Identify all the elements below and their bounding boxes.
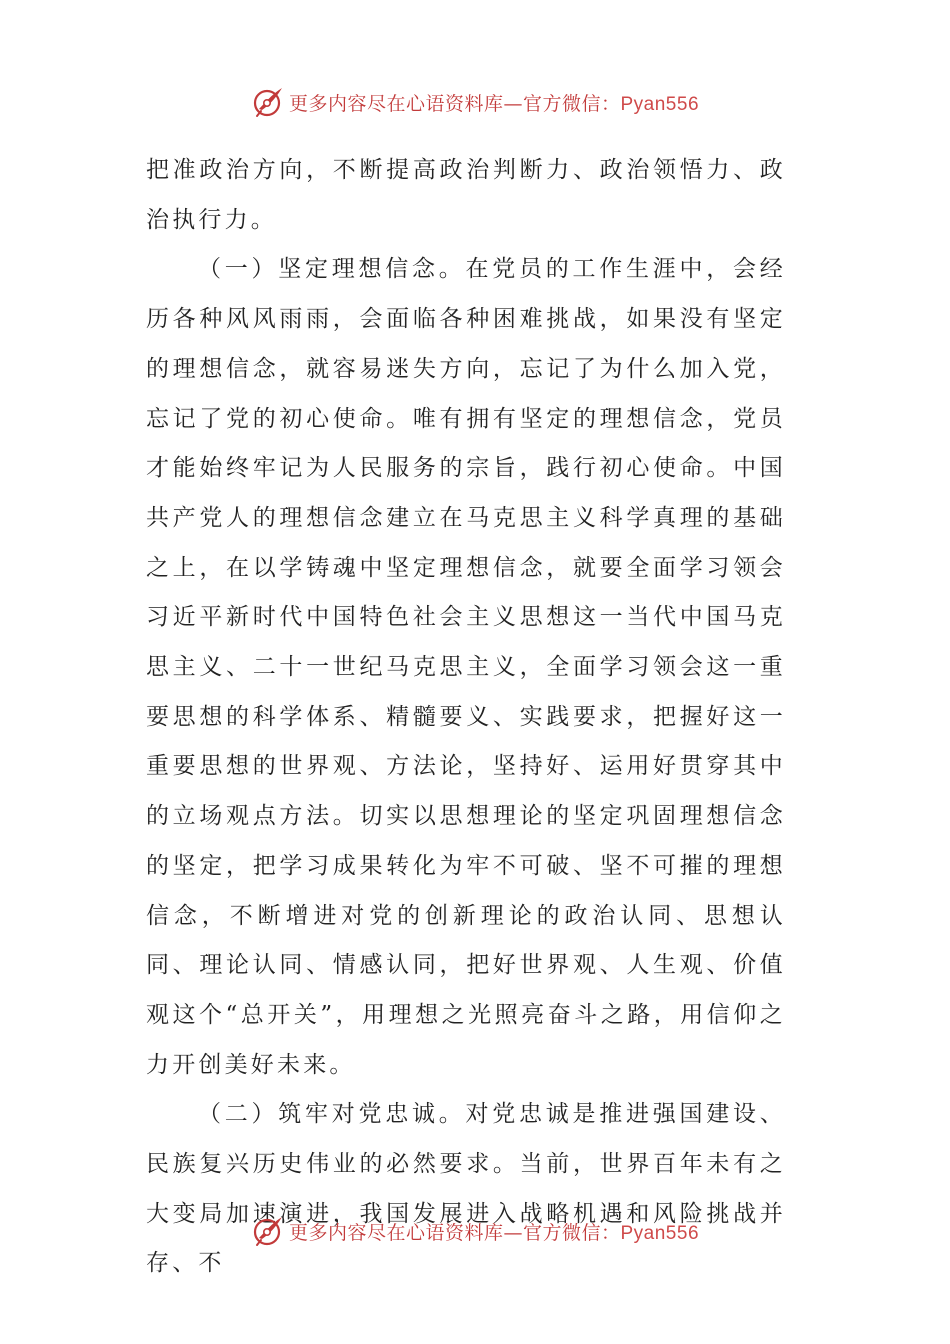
paragraph-ideals-and-beliefs: （一）坚定理想信念。在党员的工作生涯中，会经历各种风风雨雨，会面临各种困难挑战，如果没有坚定的理想信念，就容易迷失方向，忘记了为什么加入党，忘记了党的初心使命。唯有拥有坚定的理想信念，党员才能始终牢记为人民服务的宗旨，践行初心使命。中国共产党人的理想信念建立在马克思主义科学真理的基础之上，在以学铸魂中坚定理想信念，就要全面学习领会习近平新时代中国特色社会主义思想这一当代中国马克思主义、二十一世纪马克思主义，全面学习领会这一重要思想的科学体系、精髓要义、实践要求，把握好这一重要思想的世界观、方法论，坚持好、运用好贯穿其中的立场观点方法。切实以思想理论的坚定巩固理想信念的坚定，把学习成果转化为牢不可破、坚不可摧的理想信念，不断增进对党的创新理论的政治认同、思想认同、理论认同、情感认同，把好世界观、人生观、价值观这个“总开关”，用理想之光照亮奋斗之路，用信仰之力开创美好未来。 xyxy=(146,256,786,1078)
quill-pen-logo-icon xyxy=(251,1214,285,1248)
watermark-text xyxy=(289,89,699,116)
watermark-main-text: 更多内容尽在心语资料库—官方微信： xyxy=(288,1221,621,1244)
header-watermark-banner xyxy=(0,82,950,122)
paragraph-continuation: 把准政治方向，不断提高政治判断力、政治领悟力、政治执行力。 xyxy=(146,157,786,233)
watermark-handle: Pyan556 xyxy=(620,1222,700,1244)
quill-pen-logo-icon xyxy=(251,85,285,119)
watermark-handle: Pyan556 xyxy=(620,93,700,115)
document-body xyxy=(146,146,786,1289)
watermark-main-text: 更多内容尽在心语资料库—官方微信： xyxy=(288,92,621,115)
footer-watermark-banner xyxy=(0,1211,950,1251)
watermark-text xyxy=(289,1218,699,1245)
paragraph-loyalty-to-party: （二）筑牢对党忠诚。对党忠诚是推进强国建设、民族复兴历史伟业的必然要求。当前，世界百年未有之大变局加速演进，我国发展进入战略机遇和风险挑战并存、不 xyxy=(146,1101,786,1277)
